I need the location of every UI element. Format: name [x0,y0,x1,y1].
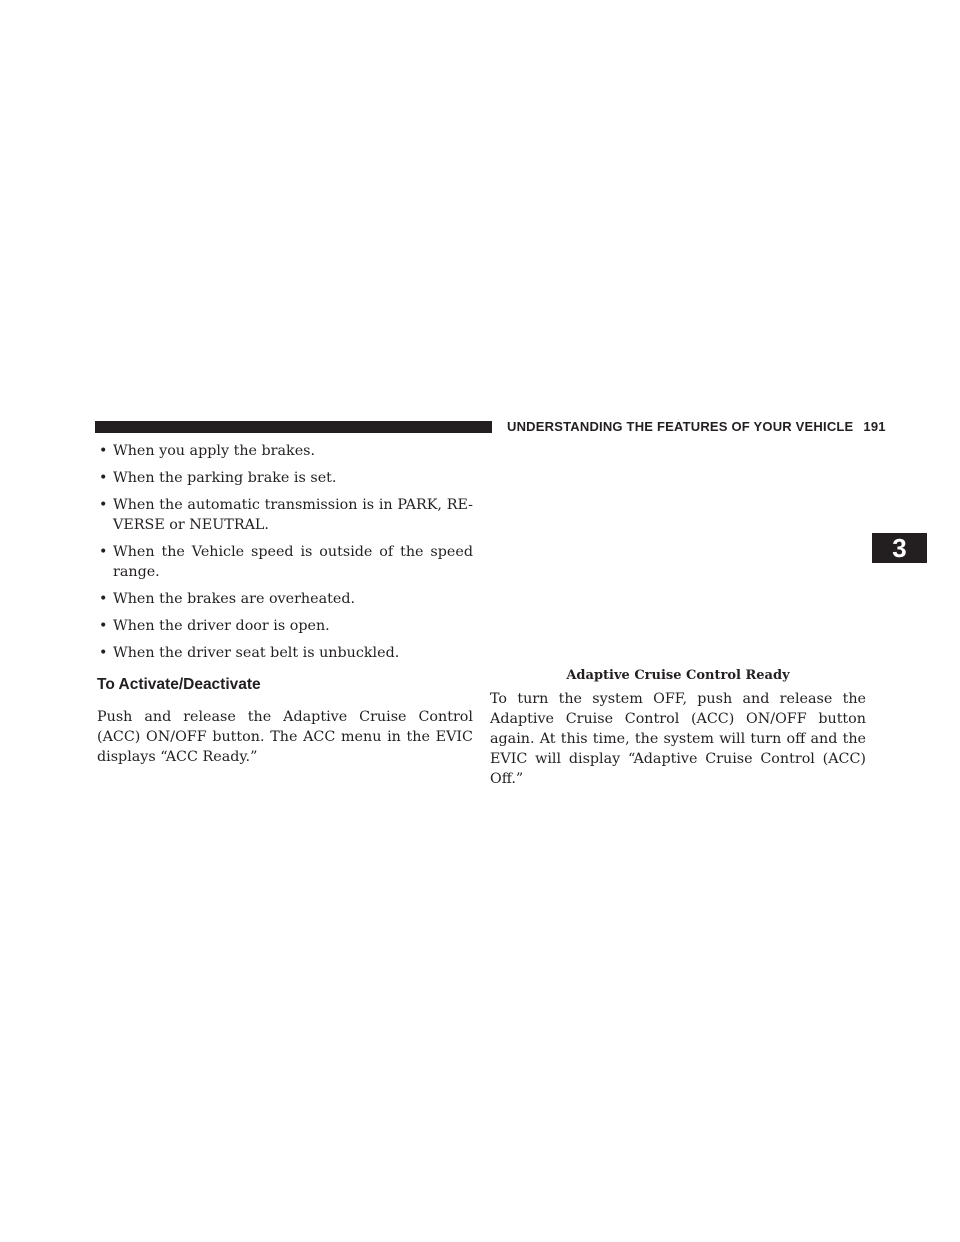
list-item [97,542,473,582]
list-item-text: When the driver seat belt is unbuckled. [113,645,400,661]
list-item [97,589,473,609]
page-number: 191 [863,419,886,434]
running-header-title: UNDERSTANDING THE FEATURES OF YOUR VEHICLE [507,419,854,434]
figure-placeholder [490,441,866,666]
bullet-icon: • [99,645,108,661]
section-heading: To Activate/Deactivate [97,676,261,693]
condition-list [97,441,473,663]
activate-paragraph: Push and release the Adaptive Cruise Control (ACC) ON/OFF button. The ACC menu in the EVIC displays “ACC Ready.” [97,709,473,765]
running-header [507,419,886,434]
list-item [97,441,473,461]
bullet-icon: • [99,497,108,513]
bullet-icon: • [99,544,108,560]
bullet-icon: • [99,470,108,486]
list-item [97,643,473,663]
list-item-text: When the brakes are overheated. [113,591,356,607]
list-item [97,616,473,636]
list-item [97,468,473,488]
list-item [97,495,473,535]
list-item-text: When you apply the brakes. [113,443,316,459]
right-column [490,689,866,789]
bullet-icon: • [99,618,108,634]
list-item-text: When the automatic transmission is in PARK, RE-VERSE or NEUTRAL. [113,497,473,533]
list-item-text: When the Vehicle speed is outside of the speed range. [113,544,473,580]
bullet-icon: • [99,443,108,459]
list-item-text: When the parking brake is set. [113,470,337,486]
chapter-tab: 3 [872,533,927,563]
bullet-icon: • [99,591,108,607]
deactivate-paragraph: To turn the system OFF, push and release the Adaptive Cruise Control (ACC) ON/OFF button again. At this time, the system will turn off and the EVIC will display “Adaptive Cruise Control (ACC) Off.” [490,691,866,787]
left-column [97,441,473,767]
header-rule-bar [95,421,492,433]
figure-caption: Adaptive Cruise Control Ready [566,668,790,683]
list-item-text: When the driver door is open. [113,618,330,634]
